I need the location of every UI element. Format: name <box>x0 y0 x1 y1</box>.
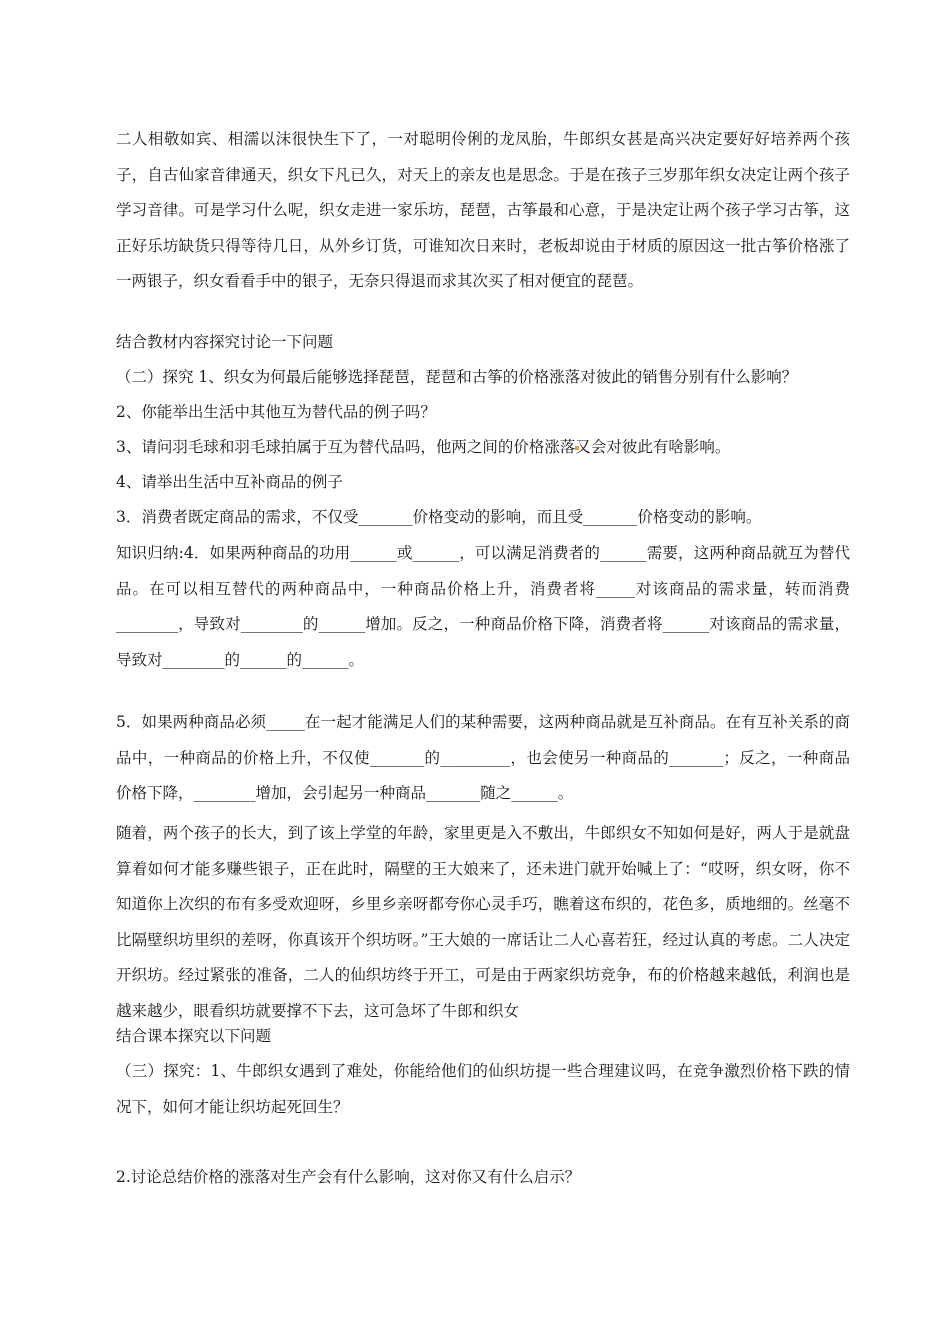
discussion-prompt-1: 结合教材内容探究讨论一下问题 <box>116 333 334 351</box>
question-3-1: （三）探究：1、牛郎织女遇到了难处，你能给他们的仙织坊提一些合理建议吗，在竞争激烈价格下跌的情况下，如何才能让织坊起死回生？ <box>116 1062 850 1116</box>
story-paragraph-2: 随着，两个孩子的长大，到了该上学堂的年龄，家里更是入不敷出，牛郎织女不知如何是好，两人于是就盘算着如何才能多赚些银子，正在此时，隔壁的王大娘来了，还未进门就开始喊上了：“哎呀，织女呀，你不知道你上次织的布有多受欢迎呀，乡里乡亲呀都夸你心灵手巧，瞧着这布织的，花色多，质地细的。丝毫不比隔壁织坊里织的差呀，你真该开个织坊呀。”王大娘的一席话让二人心喜若狂，经过认真的考虑。二人决定开织坊。经过紧张的准备，二人的仙织坊终于开工，可是由于两家织坊竞争，布的价格越来越低，利润也是越来越少，眼看织坊就要撑不下去，这可急坏了牛郎和织女 <box>116 824 850 1020</box>
question-2-2: 2、你能举出生活中其他互为替代品的例子吗？ <box>116 403 436 421</box>
question-2-3 <box>116 435 850 459</box>
fill-blank-3: 3．消费者既定商品的需求，不仅受_______价格变动的影响，而且受_______价格变动的影响。 <box>116 508 762 526</box>
fill-blank-4: 知识归纳:4．如果两种商品的功用______或______，可以满足消费者的______需要，这两种商品就互为替代品。在可以相互替代的两种商品中，一种商品价格上升，消费者将_____对该商品的需求量，转而消费________，导致对________的______增加。反之，一种商品价格下降，消费者将______对该商品的需求量，导致对________的______的______。 <box>116 544 850 669</box>
story-paragraph-1: 二人相敬如宾、相濡以沫很快生下了，一对聪明伶俐的龙凤胎，牛郎织女甚是高兴决定要好好培养两个孩子，自古仙家音律通天，织女下凡已久，对天上的亲友也是思念。于是在孩子三岁那年织女决定让两个孩子学习音律。可是学习什么呢，织女走进一家乐坊，琵琶，古筝最和心意，于是决定让两个孩子学习古筝，这正好乐坊缺货只得等待几日，从外乡订货，可谁知次日来时，老板却说由于材质的原因这一批古筝价格涨了一两银子，织女看看手中的银子，无奈只得退而求其次买了相对便宜的琵琶。 <box>116 130 850 290</box>
question-2-3-part-b: 又会对彼此有啥影响。 <box>575 438 731 456</box>
question-2-4: 4、请举出生活中互补商品的例子 <box>116 473 343 491</box>
question-3-2: 2.讨论总结价格的涨落对生产会有什么影响，这对你又有什么启示？ <box>116 1168 581 1186</box>
fill-blank-5: 5．如果两种商品必须_____在一起才能满足人们的某种需要，这两种商品就是互补商品。在有互补关系的商品中，一种商品的价格上升，不仅使_______的_________，也会使另一种商品的_______；反之，一种商品价格下降，________增加，会引起另一种商品_______随之______。 <box>116 713 850 802</box>
question-2-3-part-a: 3、请问羽毛球和羽毛球拍属于互为替代品吗，他两之间的价格涨落 <box>116 438 576 456</box>
discussion-prompt-2: 结合课本探究以下问题 <box>116 1027 272 1045</box>
question-2-1: （二）探究 1、织女为何最后能够选择琵琶，琵琶和古筝的价格涨落对彼此的销售分别有什么影响？ <box>116 368 798 386</box>
